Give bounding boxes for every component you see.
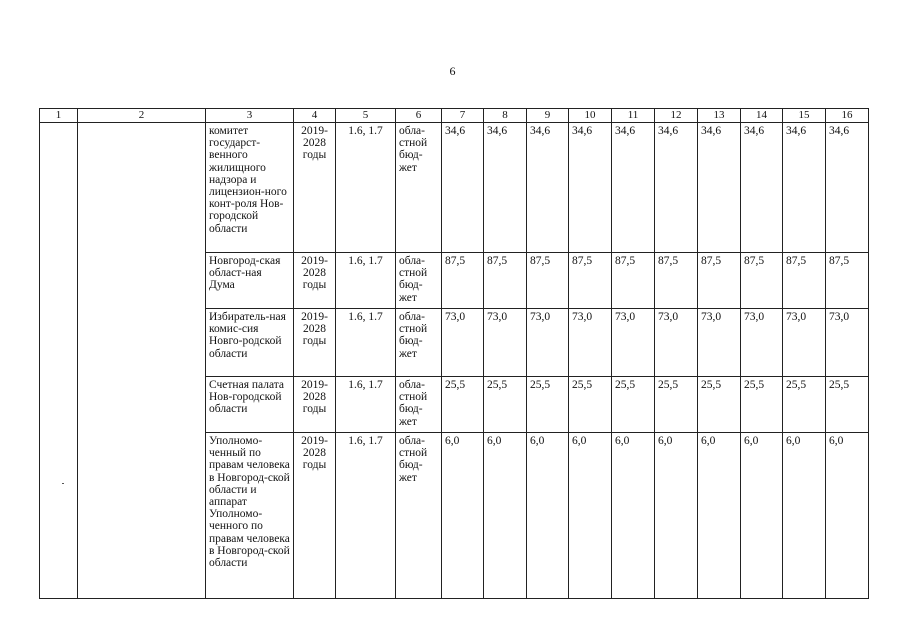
- value-cell: 73,0: [741, 309, 783, 377]
- indicators-cell: 1.6, 1.7: [336, 309, 396, 377]
- value-cell: 34,6: [612, 123, 655, 253]
- value-cell: 6,0: [484, 433, 527, 599]
- funding-source-cell: обла-стной бюд-жет: [396, 123, 442, 253]
- value-cell: 25,5: [655, 377, 698, 433]
- value-cell: 73,0: [698, 309, 741, 377]
- value-cell: 73,0: [442, 309, 484, 377]
- value-cell: 73,0: [655, 309, 698, 377]
- value-cell: 87,5: [612, 253, 655, 309]
- value-cell: 6,0: [783, 433, 826, 599]
- value-cell: 6,0: [741, 433, 783, 599]
- budget-table: [39, 108, 869, 599]
- indicators-cell: 1.6, 1.7: [336, 253, 396, 309]
- column-header: 1: [40, 109, 78, 123]
- value-cell: 25,5: [741, 377, 783, 433]
- column-header: 12: [655, 109, 698, 123]
- period-cell: 2019-2028 годы: [294, 309, 336, 377]
- period-cell: 2019-2028 годы: [294, 377, 336, 433]
- column-header: 6: [396, 109, 442, 123]
- value-cell: 25,5: [442, 377, 484, 433]
- funding-source-cell: обла-стной бюд-жет: [396, 253, 442, 309]
- funding-source-cell: обла-стной бюд-жет: [396, 309, 442, 377]
- value-cell: 87,5: [783, 253, 826, 309]
- value-cell: 73,0: [527, 309, 569, 377]
- value-cell: 6,0: [442, 433, 484, 599]
- value-cell: 34,6: [484, 123, 527, 253]
- column-header: 5: [336, 109, 396, 123]
- value-cell: 25,5: [612, 377, 655, 433]
- value-cell: 87,5: [569, 253, 612, 309]
- merged-cell-col-1: [40, 123, 78, 599]
- value-cell: 34,6: [655, 123, 698, 253]
- scan-speck: [62, 483, 64, 484]
- column-header: 8: [484, 109, 527, 123]
- merged-cell-col-2: [78, 123, 206, 599]
- value-cell: 87,5: [741, 253, 783, 309]
- value-cell: 87,5: [484, 253, 527, 309]
- column-header: 14: [741, 109, 783, 123]
- page-number: 6: [449, 64, 456, 78]
- table-row: [40, 123, 869, 253]
- column-header: 11: [612, 109, 655, 123]
- value-cell: 73,0: [783, 309, 826, 377]
- column-header: 3: [206, 109, 294, 123]
- funding-source-cell: обла-стной бюд-жет: [396, 377, 442, 433]
- value-cell: 34,6: [569, 123, 612, 253]
- value-cell: 25,5: [484, 377, 527, 433]
- value-cell: 6,0: [698, 433, 741, 599]
- column-header: 7: [442, 109, 484, 123]
- value-cell: 25,5: [569, 377, 612, 433]
- value-cell: 34,6: [826, 123, 869, 253]
- value-cell: 25,5: [698, 377, 741, 433]
- executor-cell: Избиратель-ная комис-сия Новго-родской области: [206, 309, 294, 377]
- value-cell: 73,0: [484, 309, 527, 377]
- column-header: 4: [294, 109, 336, 123]
- period-cell: 2019-2028 годы: [294, 123, 336, 253]
- value-cell: 34,6: [442, 123, 484, 253]
- funding-source-cell: обла-стной бюд-жет: [396, 433, 442, 599]
- period-cell: 2019-2028 годы: [294, 253, 336, 309]
- value-cell: 87,5: [655, 253, 698, 309]
- value-cell: 6,0: [826, 433, 869, 599]
- executor-cell: Уполномо-ченный по правам человека в Новгород-ской области и аппарат Уполномо-ченного по правам человека в Новгород-ской области: [206, 433, 294, 599]
- executor-cell: Счетная палата Нов-городской области: [206, 377, 294, 433]
- value-cell: 73,0: [826, 309, 869, 377]
- value-cell: 6,0: [655, 433, 698, 599]
- table-header-row: [40, 109, 869, 123]
- value-cell: 73,0: [612, 309, 655, 377]
- value-cell: 87,5: [698, 253, 741, 309]
- value-cell: 25,5: [826, 377, 869, 433]
- column-header: 13: [698, 109, 741, 123]
- indicators-cell: 1.6, 1.7: [336, 433, 396, 599]
- value-cell: 87,5: [826, 253, 869, 309]
- executor-cell: Новгород-ская област-ная Дума: [206, 253, 294, 309]
- value-cell: 34,6: [527, 123, 569, 253]
- column-header: 10: [569, 109, 612, 123]
- indicators-cell: 1.6, 1.7: [336, 123, 396, 253]
- value-cell: 34,6: [783, 123, 826, 253]
- value-cell: 34,6: [698, 123, 741, 253]
- value-cell: 6,0: [569, 433, 612, 599]
- executor-cell: комитет государст-венного жилищного надзора и лицензион-ного конт-роля Нов-городской области: [206, 123, 294, 253]
- column-header: 15: [783, 109, 826, 123]
- value-cell: 25,5: [783, 377, 826, 433]
- value-cell: 6,0: [527, 433, 569, 599]
- column-header: 16: [826, 109, 869, 123]
- value-cell: 87,5: [527, 253, 569, 309]
- value-cell: 73,0: [569, 309, 612, 377]
- column-header: 2: [78, 109, 206, 123]
- period-cell: 2019-2028 годы: [294, 433, 336, 599]
- value-cell: 34,6: [741, 123, 783, 253]
- value-cell: 87,5: [442, 253, 484, 309]
- value-cell: 6,0: [612, 433, 655, 599]
- indicators-cell: 1.6, 1.7: [336, 377, 396, 433]
- column-header: 9: [527, 109, 569, 123]
- value-cell: 25,5: [527, 377, 569, 433]
